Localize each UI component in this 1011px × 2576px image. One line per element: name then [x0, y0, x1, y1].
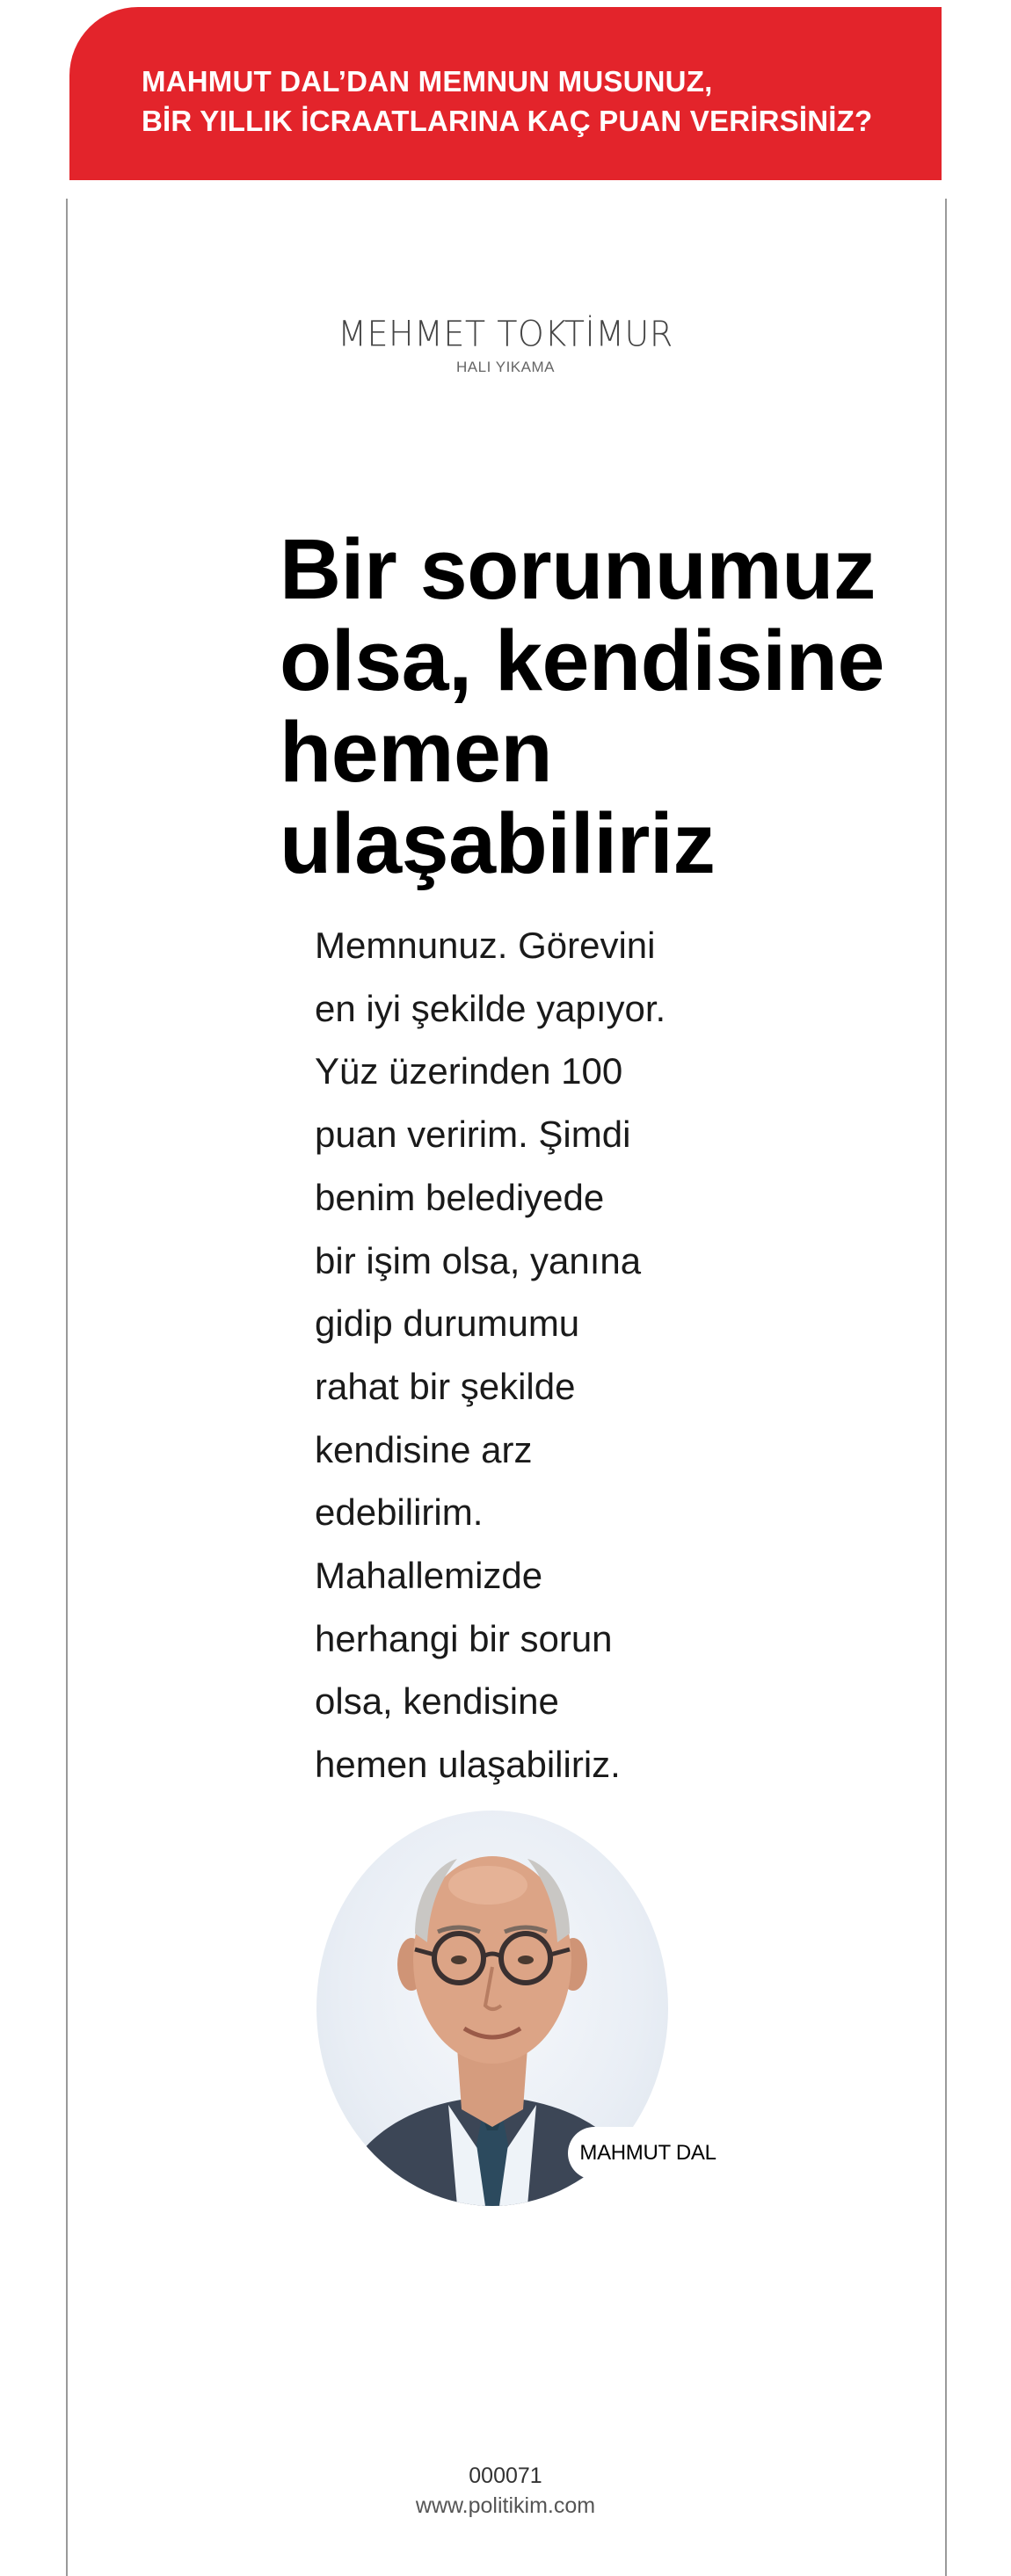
respondent-name: MEHMET TOKTİMUR [338, 313, 673, 355]
respondent-block [0, 315, 1011, 376]
footer-website-link[interactable]: www.politikim.com [415, 2493, 596, 2518]
article-headline: Bir sorunumuz olsa, kendisine hemen ulaşabiliriz [280, 521, 884, 891]
right-divider [945, 199, 947, 2576]
article-body: Memnunuz. Görevini en iyi şekilde yapıyor. Yüz üzerinden 100 puan veririm. Şimdi benim belediyede bir işim olsa, yanına gidip durumumu rahat bir şekilde kendisine arz edebilirim. Mahallemizde herhangi bir sorun olsa, kendisine hemen ulaşabiliriz. [315, 925, 666, 1786]
banner-question-line-1: MAHMUT DAL’DAN MEMNUN MUSUNUZ, [142, 65, 713, 98]
respondent-business: HALI YIKAMA [456, 359, 555, 375]
header-banner [69, 7, 942, 180]
photo-caption-label: MAHMUT DAL [568, 2127, 728, 2180]
page-footer [0, 2461, 1011, 2521]
left-divider [66, 199, 68, 2576]
footer-page-code: 000071 [469, 2464, 542, 2488]
banner-question-line-2: BİR YILLIK İCRAATLARINA KAÇ PUAN VERİRSİNİZ? [142, 105, 873, 137]
